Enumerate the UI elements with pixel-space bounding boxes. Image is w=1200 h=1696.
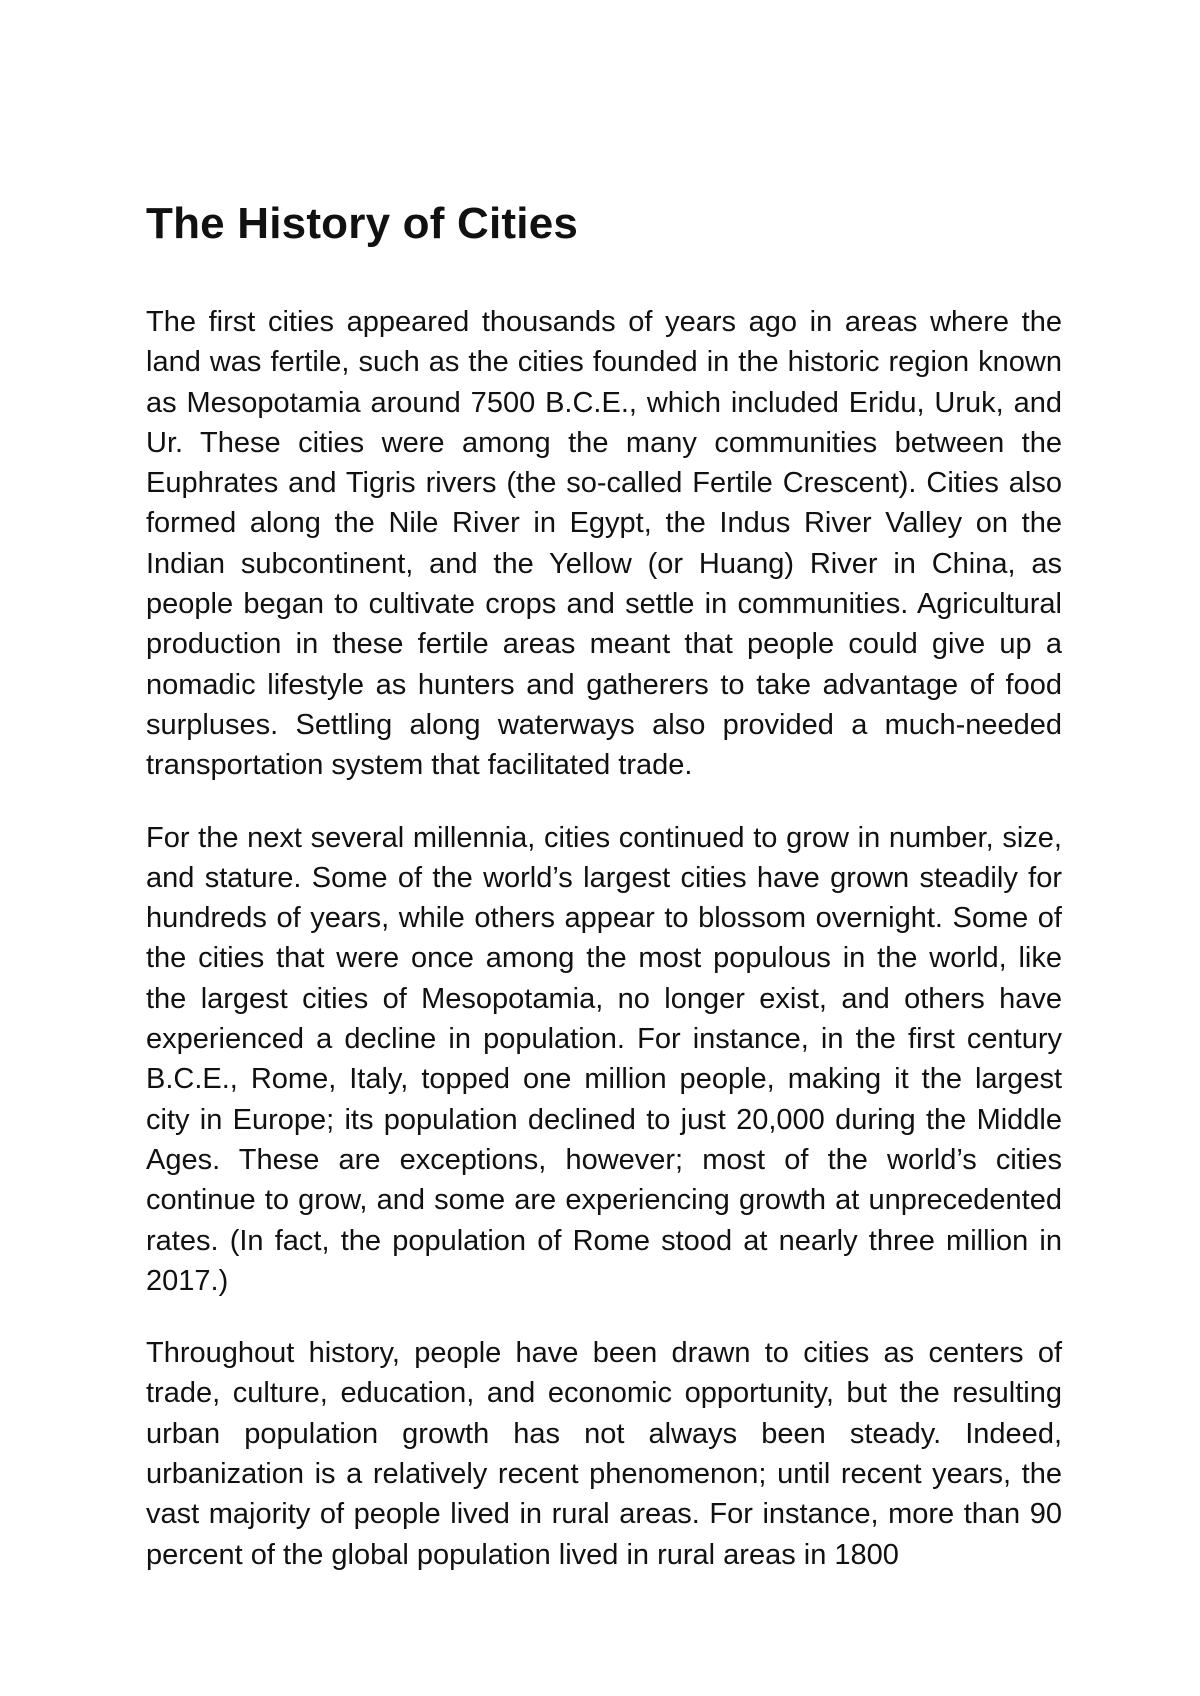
document-title: The History of Cities (146, 199, 579, 248)
document-body (146, 196, 1062, 1607)
paragraph: Throughout history, people have been drawn to cities as centers of trade, culture, education, and economic opportunity, but the resulting urban population growth has not always been steady. Indeed, urbanization is a relatively recent phenomenon; until recent years, the vast majority of people lived in rural areas. For instance, more than 90 percent of the global population lived in rural areas in 1800 (146, 1337, 1062, 1571)
paragraph: The first cities appeared thousands of years ago in areas where the land was fertile, such as the cities founded in the historic region known as Mesopotamia around 7500 B.C.E., which included Eridu, Uruk, and Ur. These cities were among the many communities between the Euphrates and Tigris rivers (the so-called Fertile Crescent). Cities also formed along the Nile River in Egypt, the Indus River Valley on the Indian subcontinent, and the Yellow (or Huang) River in China, as people began to cultivate crops and settle in communities. Agricultural production in these fertile areas meant that people could give up a nomadic lifestyle as hunters and gatherers to take advantage of food surpluses. Settling along waterways also provided a much-needed transportation system that facilitated trade. (146, 306, 1062, 782)
paragraph: For the next several millennia, cities continued to grow in number, size, and stature. Some of the world’s largest cities have grown steadily for hundreds of years, while others appear to blossom overnight. Some of the cities that were once among the most populous in the world, like the largest cities of Mesopotamia, no longer exist, and others have experienced a decline in population. For instance, in the first century B.C.E., Rome, Italy, topped one million people, making it the largest city in Europe; its population declined to just 20,000 during the Middle Ages. These are exceptions, however; most of the world’s cities continue to grow, and some are experiencing growth at unprecedented rates. (In fact, the population of Rome stood at nearly three million in 2017.) (146, 821, 1062, 1297)
